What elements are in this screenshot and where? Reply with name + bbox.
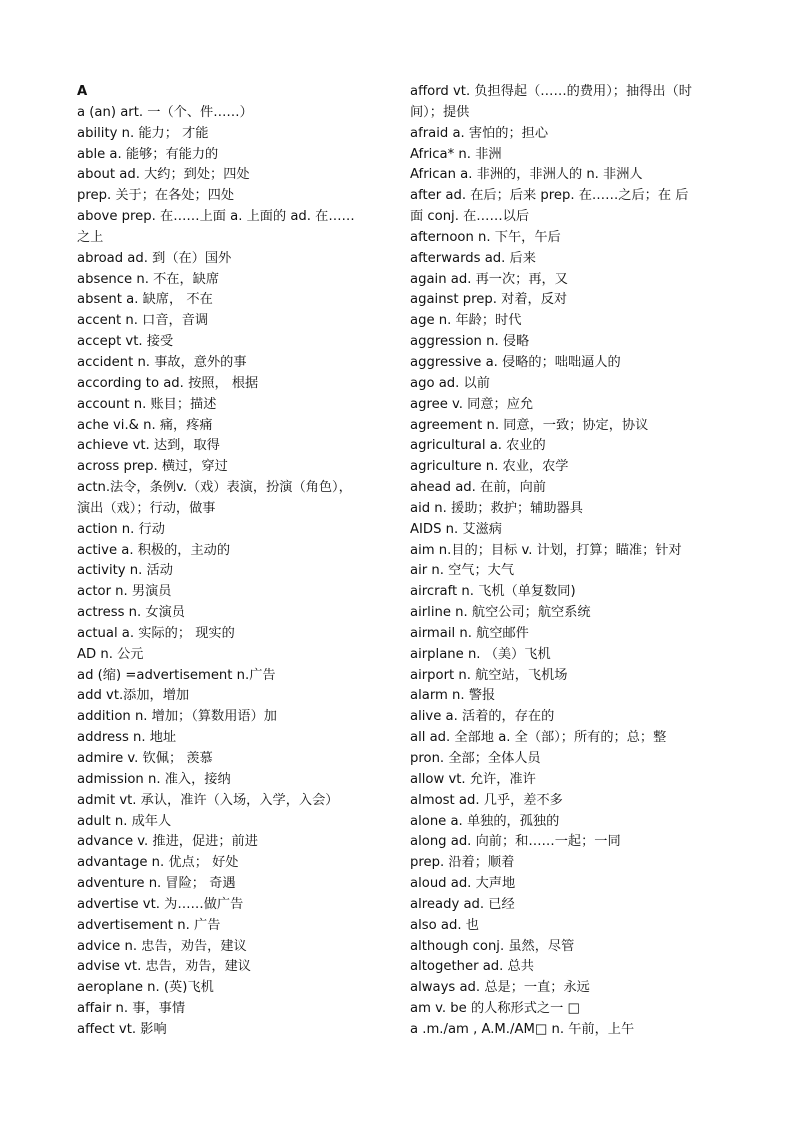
- vocab-entry-line: ache vi.& n. 痛，疼痛: [77, 417, 213, 433]
- vocab-entry-line: aeroplane n. (英)飞机: [77, 980, 214, 996]
- vocab-entry-line: afternoon n. 下午，午后: [410, 229, 561, 245]
- vocab-entry-line: ability n. 能力； 才能: [77, 125, 209, 141]
- vocab-entry-line: accident n. 事故，意外的事: [77, 354, 247, 370]
- vocab-entry-line: affect vt. 影响: [77, 1021, 167, 1037]
- vocab-entry-line: AD n. 公元: [77, 646, 144, 662]
- vocab-entry-line: admit vt. 承认，准许（入场，入学，入会）: [77, 792, 339, 808]
- vocab-entry-line: altogether ad. 总共: [410, 959, 534, 975]
- vocab-entry-line: age n. 年龄；时代: [410, 313, 522, 329]
- vocab-entry-line: advise vt. 忠告，劝告，建议: [77, 959, 251, 975]
- vocab-entry-line: African a. 非洲的，非洲人的 n. 非洲人: [410, 167, 643, 183]
- vocab-entry-line: after ad. 在后；后来 prep. 在……之后；在 后: [410, 188, 689, 204]
- vocab-entry-line: along ad. 向前；和……一起；一同: [410, 834, 621, 850]
- vocab-entry-line: accent n. 口音，音调: [77, 313, 209, 329]
- vocab-entry-line: actual a. 实际的； 现实的: [77, 625, 235, 641]
- vocab-entry-line: almost ad. 几乎，差不多: [410, 792, 563, 808]
- vocab-entry-line: all ad. 全部地 a. 全（部）；所有的；总；整: [410, 730, 667, 746]
- vocab-entry-line: aircraft n. 飞机（单复数同): [410, 584, 576, 600]
- vocab-entry-line: 面 conj. 在……以后: [410, 209, 530, 225]
- vocab-entry-line: adult n. 成年人: [77, 813, 172, 829]
- vocab-entry-line: prep. 关于；在各处；四处: [77, 188, 235, 204]
- vocab-entry-line: above prep. 在……上面 a. 上面的 ad. 在……: [77, 209, 355, 225]
- vocab-entry-line: pron. 全部；全体人员: [410, 751, 541, 766]
- vocab-entry-line: accept vt. 接受: [77, 334, 174, 350]
- vocab-entry-line: agricultural a. 农业的: [410, 438, 546, 454]
- vocab-entry-line: alone a. 单独的，孤独的: [410, 813, 560, 829]
- vocab-entry-line: ad (缩) =advertisement n.广告: [77, 667, 276, 683]
- vocab-entry-line: admire v. 钦佩； 羡慕: [77, 751, 213, 766]
- vocab-entry-line: advertisement n. 广告: [77, 917, 221, 933]
- vocab-entry-line: a .m./am , A.M./AM□ n. 午前，上午: [410, 1021, 635, 1037]
- vocab-entry-line: always ad. 总是；一直；永远: [410, 980, 590, 996]
- vocab-entry-line: achieve vt. 达到，取得: [77, 438, 220, 454]
- vocab-entry-line: airline n. 航空公司；航空系统: [410, 605, 591, 621]
- vocab-entry-line: again ad. 再一次；再，又: [410, 271, 568, 287]
- vocab-entry-line: action n. 行动: [77, 521, 165, 537]
- vocab-entry-line: addition n. 增加；（算数用语）加: [77, 709, 277, 725]
- vocab-entry-line: ago ad. 以前: [410, 375, 490, 391]
- vocab-entry-line: airmail n. 航空邮件: [410, 625, 529, 641]
- vocab-entry-line: absent a. 缺席， 不在: [77, 292, 213, 308]
- vocab-entry-line: abroad ad. 到（在）国外: [77, 250, 232, 266]
- vocab-entry-line: also ad. 也: [410, 917, 479, 933]
- vocab-entry-line: AIDS n. 艾滋病: [410, 521, 502, 537]
- vocab-entry-line: afford vt. 负担得起（……的费用）；抽得出（时: [410, 84, 692, 99]
- left-column: [77, 82, 382, 1041]
- vocab-entry-line: aggression n. 侵略: [410, 334, 530, 350]
- vocab-entry-line: actor n. 男演员: [77, 584, 172, 600]
- vocab-entry-line: agreement n. 同意，一致；协定，协议: [410, 417, 649, 433]
- vocab-entry-line: advance v. 推进，促进；前进: [77, 834, 258, 850]
- vocab-entry-line: air n. 空气；大气: [410, 563, 515, 579]
- vocab-entry-line: airplane n. （美）飞机: [410, 646, 551, 662]
- vocab-entry-line: advantage n. 优点； 好处: [77, 855, 239, 871]
- vocab-entry-line: although conj. 虽然，尽管: [410, 938, 575, 954]
- vocab-entry-line: advertise vt. 为……做广告: [77, 896, 244, 912]
- vocab-entry-line: am v. be 的人称形式之一 □: [410, 1001, 580, 1017]
- vocab-entry-line: already ad. 已经: [410, 896, 515, 912]
- vocab-entry-line: advice n. 忠告，劝告，建议: [77, 938, 247, 954]
- vocab-entry-line: afterwards ad. 后来: [410, 250, 536, 266]
- vocab-entry-line: activity n. 活动: [77, 563, 173, 579]
- vocab-entry-line: affair n. 事，事情: [77, 1001, 186, 1017]
- vocab-entry-line: afraid a. 害怕的；担心: [410, 125, 549, 141]
- vocab-entry-line: A: [77, 84, 88, 99]
- vocab-entry-line: alarm n. 警报: [410, 688, 496, 704]
- vocab-entry-line: prep. 沿着；顺着: [410, 855, 515, 871]
- vocab-entry-line: agriculture n. 农业，农学: [410, 459, 569, 475]
- vocab-entry-line: 间）；提供: [410, 104, 470, 120]
- vocab-entry-line: according to ad. 按照， 根据: [77, 375, 259, 391]
- vocab-entry-line: allow vt. 允许，准许: [410, 771, 536, 787]
- vocab-entry-line: active a. 积极的，主动的: [77, 542, 231, 558]
- vocab-entry-line: 演出（戏）；行动，做事: [77, 500, 216, 516]
- right-column: [410, 82, 730, 1041]
- vocab-entry-line: airport n. 航空站，飞机场: [410, 667, 568, 683]
- vocab-entry-line: aim n.目的；目标 v. 计划，打算；瞄准；针对: [410, 542, 682, 558]
- vocab-entry-line: account n. 账目；描述: [77, 396, 217, 412]
- vocab-entry-line: address n. 地址: [77, 730, 177, 746]
- vocab-entry-line: across prep. 横过，穿过: [77, 459, 228, 475]
- vocab-entry-line: against prep. 对着，反对: [410, 292, 568, 308]
- vocab-entry-line: adventure n. 冒险； 奇遇: [77, 876, 236, 892]
- vocab-entry-line: aid n. 援助；救护；辅助器具: [410, 500, 583, 516]
- vocab-entry-line: alive a. 活着的，存在的: [410, 709, 555, 725]
- vocab-entry-line: a (an) art. 一（个、件……）: [77, 104, 253, 120]
- vocab-entry-line: add vt.添加，增加: [77, 688, 190, 704]
- vocab-entry-line: admission n. 准入，接纳: [77, 771, 231, 787]
- vocab-entry-line: agree v. 同意；应允: [410, 396, 534, 412]
- vocab-entry-line: aggressive a. 侵略的；咄咄逼人的: [410, 354, 621, 370]
- vocab-entry-line: 之上: [77, 229, 104, 245]
- vocab-entry-line: able a. 能够；有能力的: [77, 146, 219, 162]
- vocab-entry-line: Africa* n. 非洲: [410, 146, 502, 162]
- vocab-entry-line: ahead ad. 在前，向前: [410, 480, 546, 496]
- vocab-entry-line: absence n. 不在，缺席: [77, 271, 220, 287]
- vocab-entry-line: about ad. 大约；到处；四处: [77, 167, 250, 183]
- vocab-entry-line: actress n. 女演员: [77, 605, 185, 621]
- vocab-entry-line: actn.法令，条例v.（戏）表演，扮演（角色），: [77, 480, 352, 496]
- vocab-entry-line: aloud ad. 大声地: [410, 876, 516, 892]
